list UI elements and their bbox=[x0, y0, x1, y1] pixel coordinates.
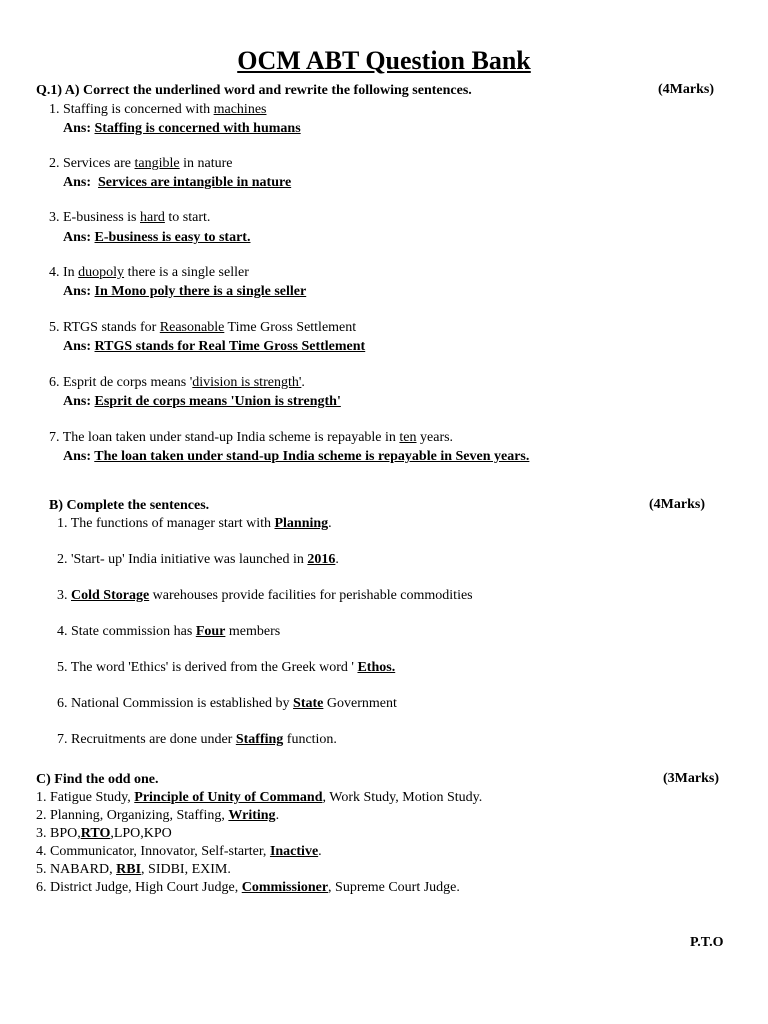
item-number: 2. bbox=[57, 552, 68, 567]
question-text: RTGS stands for bbox=[63, 320, 160, 335]
answer-label: Ans: bbox=[63, 339, 92, 354]
option-text: , Supreme Court Judge. bbox=[328, 880, 460, 895]
section-c-item-1 bbox=[36, 789, 482, 807]
odd-one-answer: RTO bbox=[80, 826, 111, 841]
question-text: in nature bbox=[179, 156, 233, 171]
answer-text: In Mono poly there is a single seller bbox=[94, 284, 307, 299]
item-number: 5. bbox=[57, 660, 68, 675]
section-b-heading: B) Complete the sentences. bbox=[49, 498, 210, 513]
item-number: 6. bbox=[49, 375, 60, 390]
question-text: to start. bbox=[164, 210, 211, 225]
answer-text: E-business is easy to start. bbox=[94, 230, 251, 245]
section-b-marks: (4Marks) bbox=[649, 497, 705, 512]
item-number: 2. bbox=[36, 808, 47, 823]
option-text: NABARD, bbox=[50, 862, 117, 877]
option-text: . bbox=[275, 808, 280, 823]
answer-label: Ans: bbox=[63, 449, 92, 464]
odd-one-answer: Principle of Unity of Command bbox=[134, 790, 323, 805]
section-c-item-4 bbox=[36, 843, 322, 861]
item-number: 3. bbox=[57, 588, 68, 603]
odd-one-answer: Commissioner bbox=[241, 880, 329, 895]
section-c-marks: (3Marks) bbox=[663, 771, 719, 786]
answer-label: Ans: bbox=[63, 394, 92, 409]
answer-text: RTGS stands for Real Time Gross Settlement bbox=[94, 339, 366, 354]
item-number: 4. bbox=[57, 624, 68, 639]
question-text: Services are bbox=[63, 156, 135, 171]
filled-answer: 2016 bbox=[307, 552, 336, 567]
section-c-heading: C) Find the odd one. bbox=[36, 772, 159, 787]
section-b-item-2 bbox=[57, 551, 339, 569]
filled-answer: Four bbox=[195, 624, 226, 639]
page-turn-note: P.T.O bbox=[690, 935, 724, 950]
answer-label: Ans: bbox=[63, 175, 92, 190]
filled-answer: Ethos. bbox=[357, 660, 396, 675]
sentence-text: warehouses provide facilities for perishable commodities bbox=[149, 588, 473, 603]
underlined-word: ten bbox=[399, 430, 417, 445]
underlined-word: duopoly bbox=[78, 265, 125, 280]
question-text: . bbox=[301, 375, 305, 390]
option-text: , Work Study, Motion Study. bbox=[322, 790, 483, 805]
option-text: Planning, Organizing, Staffing, bbox=[50, 808, 229, 823]
sentence-text: National Commission is established by bbox=[71, 696, 294, 711]
question-text: Time Gross Settlement bbox=[224, 320, 357, 335]
underlined-word: machines bbox=[213, 102, 267, 117]
sentence-text: . bbox=[335, 552, 339, 567]
option-text: BPO, bbox=[50, 826, 81, 841]
option-text: Fatigue Study, bbox=[50, 790, 135, 805]
option-text: District Judge, High Court Judge, bbox=[50, 880, 242, 895]
filled-answer: State bbox=[293, 696, 324, 711]
section-c-item-6 bbox=[36, 879, 460, 897]
item-number: 3. bbox=[49, 210, 60, 225]
sentence-text: . bbox=[328, 516, 332, 531]
question-text: E-business is bbox=[63, 210, 140, 225]
filled-answer: Staffing bbox=[235, 732, 284, 747]
section-c-item-2 bbox=[36, 807, 279, 825]
sentence-text: function. bbox=[283, 732, 337, 747]
underlined-word: Reasonable bbox=[159, 320, 225, 335]
sentence-text: members bbox=[225, 624, 281, 639]
odd-one-answer: Writing bbox=[228, 808, 276, 823]
question-text: years. bbox=[416, 430, 454, 445]
item-number: 2. bbox=[49, 156, 60, 171]
question-text: Staffing is concerned with bbox=[63, 102, 214, 117]
item-number: 6. bbox=[36, 880, 47, 895]
item-number: 7. bbox=[57, 732, 68, 747]
sentence-text: State commission has bbox=[71, 624, 196, 639]
section-b-item-3 bbox=[57, 587, 473, 605]
sentence-text: Recruitments are done under bbox=[71, 732, 236, 747]
question-text: In bbox=[63, 265, 79, 280]
sentence-text: The word 'Ethics' is derived from the Greek word ' bbox=[70, 660, 358, 675]
item-number: 5. bbox=[36, 862, 47, 877]
answer-label: Ans: bbox=[63, 230, 92, 245]
underlined-word: tangible bbox=[134, 156, 180, 171]
sentence-text: 'Start- up' India initiative was launched in bbox=[71, 552, 308, 567]
filled-answer: Planning bbox=[274, 516, 329, 531]
section-b-item-5 bbox=[57, 659, 395, 677]
answer-text: Services are intangible in nature bbox=[98, 175, 292, 190]
item-number: 3. bbox=[36, 826, 47, 841]
question-text: Esprit de corps means ' bbox=[63, 375, 193, 390]
question-text: there is a single seller bbox=[124, 265, 249, 280]
section-a-marks: (4Marks) bbox=[658, 82, 714, 97]
option-text: , SIDBI, EXIM. bbox=[141, 862, 231, 877]
underlined-word: division is strength' bbox=[192, 375, 302, 390]
item-number: 1. bbox=[57, 516, 68, 531]
answer-label: Ans: bbox=[63, 121, 92, 136]
answer-text: Staffing is concerned with humans bbox=[94, 121, 301, 136]
option-text: ,LPO,KPO bbox=[110, 826, 172, 841]
answer-label: Ans: bbox=[63, 284, 92, 299]
section-c-item-3 bbox=[36, 825, 172, 843]
section-b-item-6 bbox=[57, 695, 397, 713]
item-number: 1. bbox=[49, 102, 60, 117]
filled-answer: Cold Storage bbox=[71, 588, 150, 603]
section-a-heading: Q.1) A) Correct the underlined word and rewrite the following sentences. bbox=[36, 83, 472, 98]
item-number: 6. bbox=[57, 696, 68, 711]
section-b-item-7 bbox=[57, 731, 337, 749]
answer-text: The loan taken under stand-up India scheme is repayable in Seven years. bbox=[94, 449, 530, 464]
item-number: 4. bbox=[36, 844, 47, 859]
section-b-item-1 bbox=[57, 515, 332, 533]
item-number: 7. bbox=[49, 430, 60, 445]
item-number: 5. bbox=[49, 320, 60, 335]
page-title: OCM ABT Question Bank bbox=[237, 46, 531, 75]
section-c-item-5 bbox=[36, 861, 231, 879]
section-b-item-4 bbox=[57, 623, 280, 641]
sentence-text: Government bbox=[323, 696, 397, 711]
answer-text: Esprit de corps means 'Union is strength' bbox=[94, 394, 341, 409]
item-number: 4. bbox=[49, 265, 60, 280]
odd-one-answer: RBI bbox=[116, 862, 142, 877]
question-text: The loan taken under stand-up India scheme is repayable in bbox=[62, 430, 400, 445]
odd-one-answer: Inactive bbox=[269, 844, 319, 859]
option-text: . bbox=[318, 844, 322, 859]
option-text: Communicator, Innovator, Self-starter, bbox=[50, 844, 270, 859]
item-number: 1. bbox=[36, 790, 47, 805]
underlined-word: hard bbox=[140, 210, 165, 225]
sentence-text: The functions of manager start with bbox=[70, 516, 275, 531]
